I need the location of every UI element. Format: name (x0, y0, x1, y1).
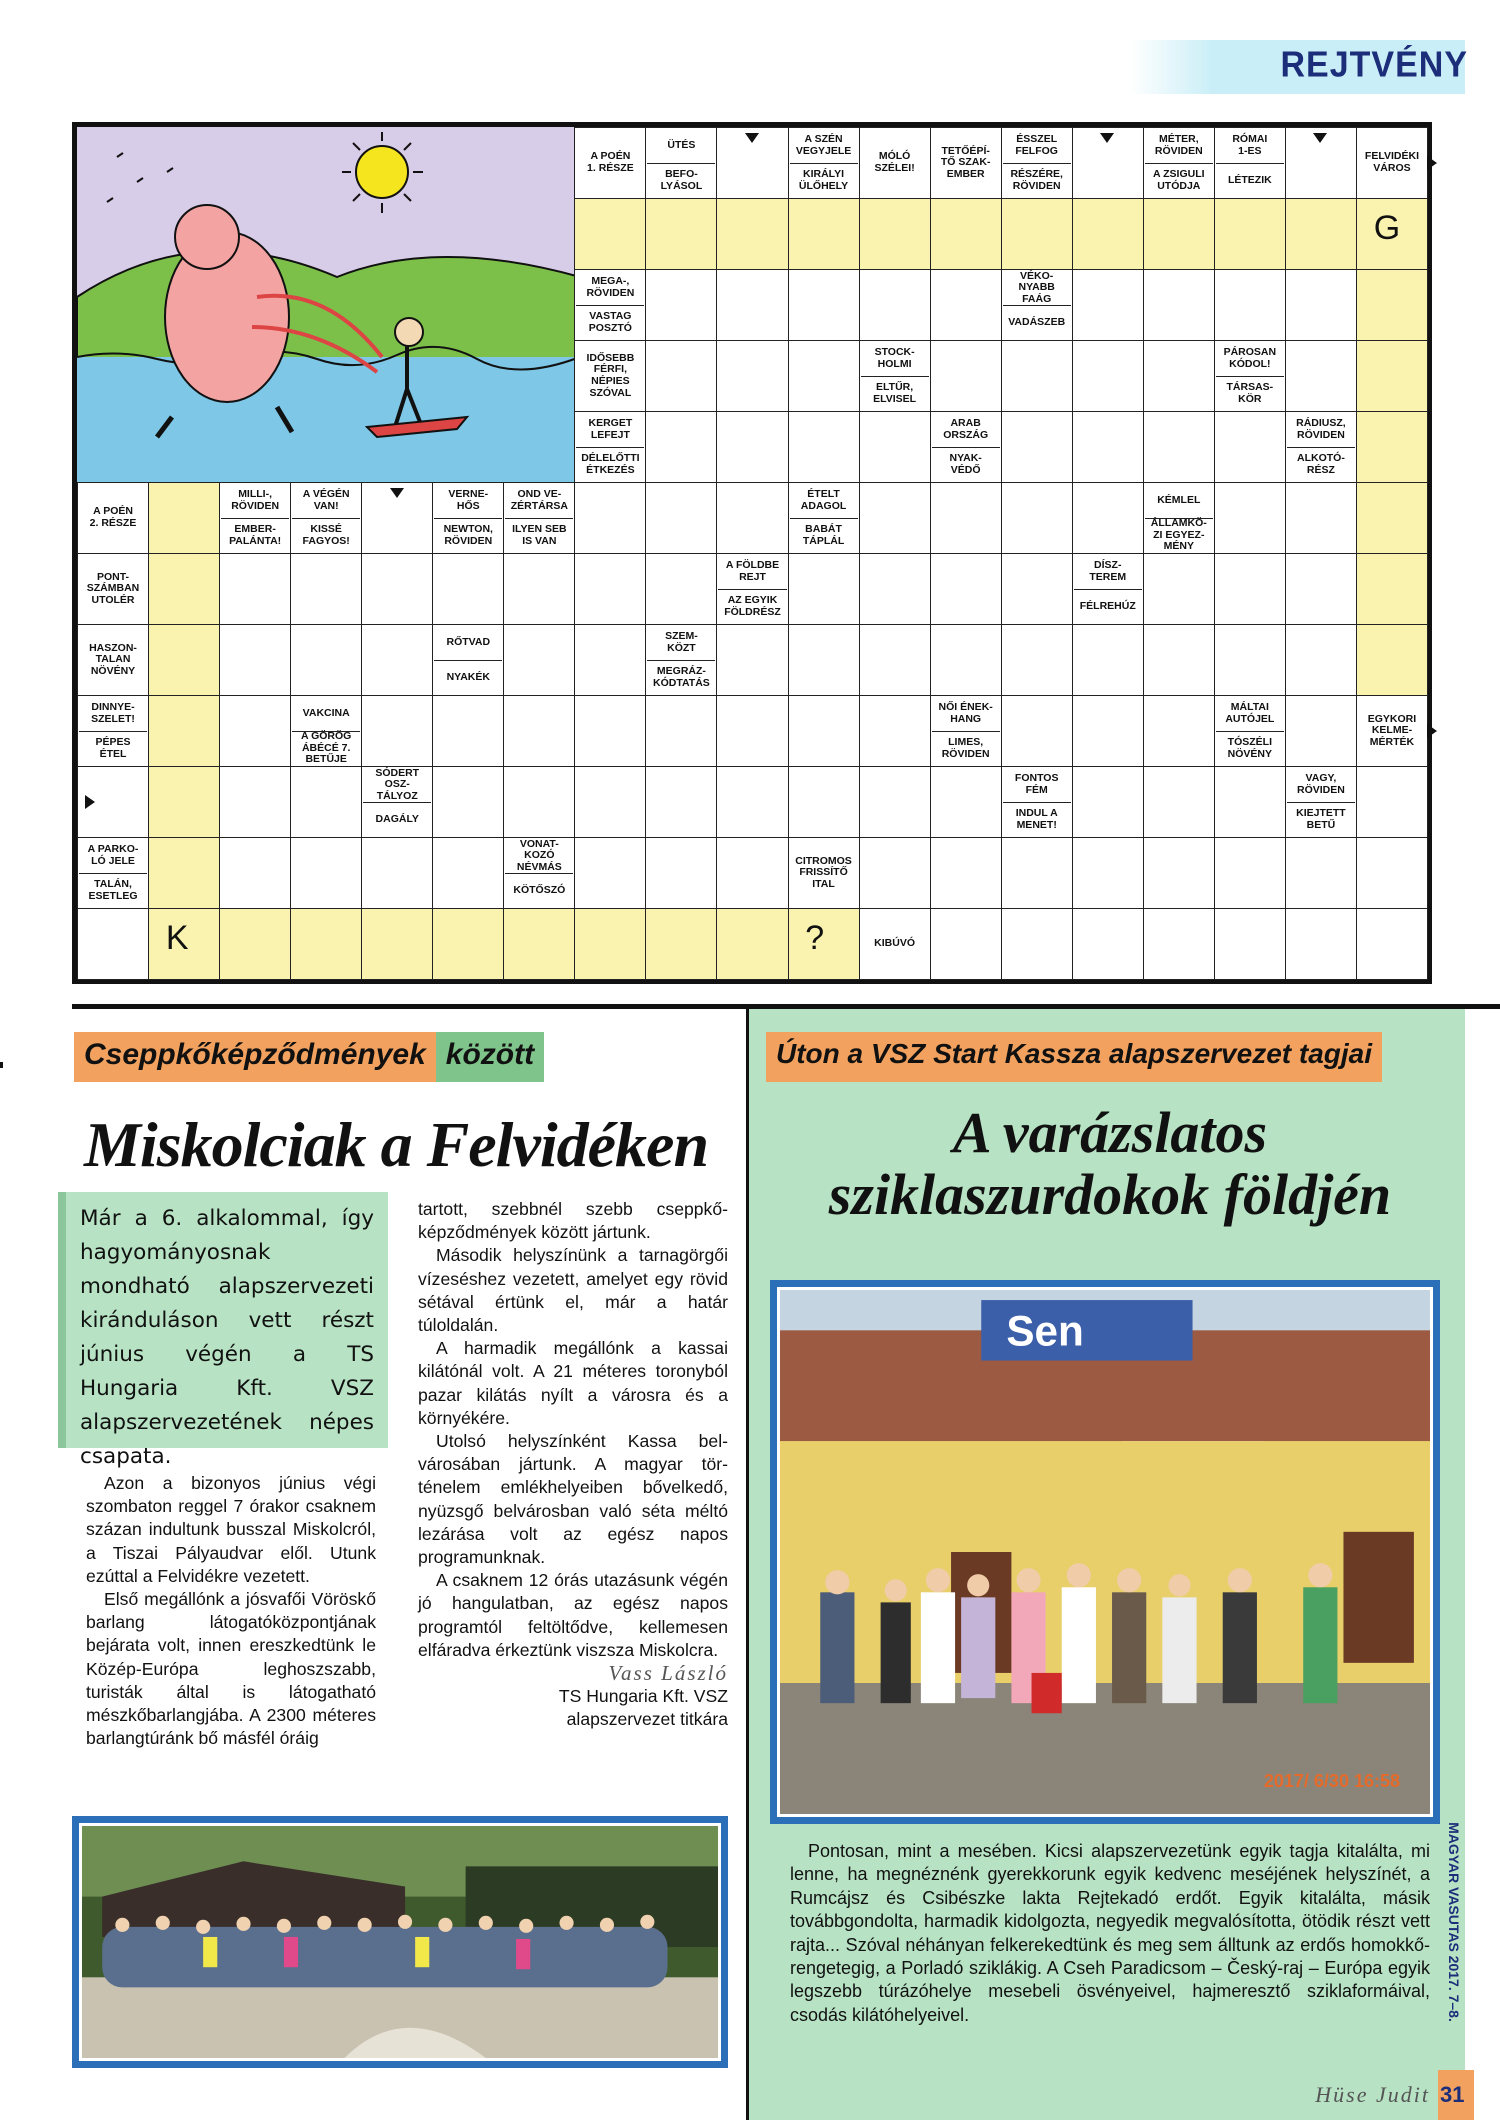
crossword-cell[interactable] (432, 695, 504, 767)
crossword-cell[interactable] (716, 198, 788, 270)
right-article-photo (770, 1280, 1440, 1824)
clue-text: VERNE- HŐS (448, 488, 489, 512)
crossword-clue: CITROMOS FRISSÍTŐ ITAL (788, 837, 860, 909)
crossword-cell[interactable] (361, 553, 433, 625)
clue-text: ARAB ORSZÁG (943, 417, 989, 441)
crossword-clue (574, 411, 646, 483)
magazine-sidebar (1444, 1812, 1464, 2032)
crossword-cell[interactable] (1285, 269, 1357, 341)
crossword-clue (503, 837, 575, 909)
crossword-cell[interactable] (1072, 766, 1144, 838)
crossword-cell[interactable] (645, 269, 717, 341)
crossword-clue: PONT- SZÁMBAN UTOLÉR (77, 553, 149, 625)
crossword-clue (930, 411, 1002, 483)
crossword-cell[interactable] (574, 908, 646, 980)
crossword-clue (77, 695, 149, 767)
crossword-cell[interactable] (1001, 695, 1073, 767)
station-sign-text: Sen (1006, 1307, 1084, 1355)
crossword-cell[interactable] (788, 624, 860, 696)
crossword-cell[interactable] (1285, 198, 1357, 270)
crossword-cell[interactable] (1356, 340, 1428, 412)
crossword-clue (77, 837, 149, 909)
clue-text: KIEJTETT BETŰ (1287, 802, 1355, 836)
crossword-cell[interactable] (1214, 624, 1286, 696)
crossword-clue (574, 269, 646, 341)
left-article-kicker (74, 1032, 544, 1082)
crossword-cell[interactable] (503, 624, 575, 696)
crossword-cell[interactable] (930, 908, 1002, 980)
crossword-cell[interactable] (716, 624, 788, 696)
crossword-clue (503, 482, 575, 554)
crossword-cell[interactable] (716, 269, 788, 341)
clue-text: OND VE- ZÉRTÁRSA (510, 488, 568, 512)
crossword-cell[interactable] (1285, 837, 1357, 909)
clue-text: RŐTVAD (446, 636, 491, 649)
clue-text: DÉLELŐTTI ÉTKEZÉS (576, 447, 644, 481)
headline-line-2: sziklaszurdokok földjén (828, 1162, 1392, 1227)
headline-line-1: A varázslatos (952, 1100, 1268, 1165)
crossword-cell[interactable] (1143, 411, 1215, 483)
author-name: Vass László (608, 1661, 728, 1686)
crossword-cell[interactable] (148, 553, 220, 625)
crossword-cell[interactable] (1214, 269, 1286, 341)
clue-text: EMBER- PALÁNTA! (221, 518, 289, 552)
paragraph: A harmadik megállónk a kassai kilátónál volt. A 21 méteres toronyból pazar kilátás nyílt a városra és a környékére. (418, 1338, 728, 1428)
crossword-clue: A POÉN 2. RÉSZE (77, 482, 149, 554)
crossword-cell[interactable] (1356, 482, 1428, 554)
solution-letter-g: G (1373, 208, 1401, 247)
photo-timestamp: 2017/ 6/30 16:58 (1263, 1771, 1400, 1791)
clue-text: TALÁN, ESETLEG (79, 873, 147, 907)
clue-text: RÁDIUSZ, RÖVIDEN (1296, 417, 1346, 441)
crossword-cell[interactable] (219, 837, 291, 909)
right-article-headline (760, 1102, 1460, 1226)
crossword-cell[interactable] (574, 766, 646, 838)
crossword-cell[interactable] (645, 695, 717, 767)
crossword-cell[interactable] (574, 553, 646, 625)
clue-text: MÁLTAI AUTÓJEL (1225, 701, 1275, 725)
crossword-cell[interactable] (361, 624, 433, 696)
crossword-cell[interactable] (432, 837, 504, 909)
crossword-cell[interactable] (219, 624, 291, 696)
crossword-cell[interactable] (1285, 340, 1357, 412)
crossword-cell[interactable] (503, 695, 575, 767)
clue-text: ILYEN SEB IS VAN (505, 518, 573, 552)
kicker-part-a: Cseppkőképződmények (74, 1032, 436, 1082)
crossword-cell[interactable] (1001, 908, 1073, 980)
crossword-clue (219, 482, 291, 554)
crossword-cell[interactable] (1285, 482, 1357, 554)
left-article-headline: Miskolciak a Felvidéken (84, 1109, 709, 1180)
crossword-cell[interactable] (1285, 695, 1357, 767)
clue-text: A VÉGÉN VAN! (302, 488, 350, 512)
crossword-clue (1001, 766, 1073, 838)
clue-text: PÉPES ÉTEL (79, 731, 147, 765)
crossword-cell[interactable] (432, 908, 504, 980)
crossword-cell[interactable] (716, 482, 788, 554)
crossword-clue (1072, 553, 1144, 625)
crossword-cell[interactable] (361, 695, 433, 767)
crossword-cell[interactable] (432, 766, 504, 838)
right-arrow-icon (85, 795, 95, 809)
clue-text: ÉSSZEL FELFOG (1015, 133, 1058, 157)
crossword-cell[interactable] (77, 908, 149, 980)
crossword-cell[interactable] (788, 553, 860, 625)
crossword-cell[interactable] (1072, 411, 1144, 483)
crossword-cell[interactable] (148, 695, 220, 767)
crossword-cell[interactable] (788, 766, 860, 838)
crossword-cell[interactable] (859, 766, 931, 838)
clue-text: MEGRÁZ- KÓDTATÁS (647, 660, 715, 694)
crossword-cell[interactable] (290, 766, 362, 838)
crossword-cell[interactable] (859, 198, 931, 270)
crossword-cell[interactable] (788, 695, 860, 767)
clue-text: BEFO- LYÁSOL (647, 163, 715, 197)
column-divider (746, 1004, 749, 2120)
crossword-cell[interactable] (1356, 553, 1428, 625)
paragraph: Első megállónk a jósvafői Vöröskő barlang látogatóközpontjának bejárata volt, innen ereszkedtünk le Közép-Európa leghoszszabb, turisták által is látogatható mészkőbarlangjába. A 2300 méteres barlangtúránk bő másfél óráig (86, 1589, 376, 1749)
crossword-cell[interactable] (1356, 269, 1428, 341)
crossword-cell[interactable] (1143, 766, 1215, 838)
crossword-cell[interactable] (361, 837, 433, 909)
crossword-clue (1214, 340, 1286, 412)
left-article-column-1 (86, 1472, 376, 1750)
crossword-clue: A POÉN 1. RÉSZE (574, 127, 646, 199)
crossword-cell[interactable] (148, 624, 220, 696)
paragraph: Azon a bizonyos június végi szombaton reggel 7 órakor csaknem százan indultunk busszal Miskolcról, a Tiszai Pályaudvar elől. Utunk ezúttal a Felvidékre vezetett. (86, 1473, 376, 1586)
crossword-clue (1143, 482, 1215, 554)
crossword-clue (1285, 411, 1357, 483)
sidebar-text: MAGYAR VASUTAS 2017. 7–8. (1446, 1822, 1462, 2022)
crossword-clue (645, 624, 717, 696)
left-article-lead: Már a 6. alkalommal, így hagyományosnak mondható alapszervezeti kiránduláson vett részt június végén a TS Hungaria Kft. VSZ alapszervezetének népes csapata. (58, 1192, 388, 1448)
crossword-clue (788, 127, 860, 199)
crossword-cell[interactable] (1072, 198, 1144, 270)
clue-text: NEWTON, RÖVIDEN (434, 518, 502, 552)
crossword-cell[interactable] (1214, 766, 1286, 838)
clue-arrow-icon (1427, 156, 1437, 170)
crossword-cell[interactable] (930, 624, 1002, 696)
clue-text: VONAT- KOZÓ NÉVMÁS (516, 837, 562, 873)
clue-text: A ZSIGULI UTÓDJA (1145, 163, 1213, 197)
clue-text: DINNYE- SZELET! (91, 701, 135, 725)
clue-text: VAGY, RÖVIDEN (1296, 772, 1345, 796)
crossword-cell[interactable] (1285, 908, 1357, 980)
clue-text: NYAK- VÉDŐ (932, 447, 1000, 481)
crossword-cell[interactable] (1001, 482, 1073, 554)
crossword-cell[interactable] (1001, 553, 1073, 625)
crossword-cell[interactable] (1214, 411, 1286, 483)
crossword-clue (716, 553, 788, 625)
crossword-cell[interactable] (859, 624, 931, 696)
crossword-cell[interactable] (290, 624, 362, 696)
clue-text: NYAKÉK (434, 660, 502, 694)
clue-arrow-icon (1427, 724, 1437, 738)
crossword-cell[interactable] (645, 553, 717, 625)
crossword-clue: IDŐSEBB FÉRFI, NÉPIES SZÓVAL (574, 340, 646, 412)
crossword-cell[interactable] (1143, 624, 1215, 696)
clue-text: A FÖLDBE REJT (725, 559, 780, 583)
left-article-column-2 (418, 1198, 728, 1732)
crossword-cell[interactable] (1072, 908, 1144, 980)
paragraph: A csaknem 12 órás utazásunk végén jó hangulatban, az egész napos programtól feltöltődve, kellemesen elfáradva érkeztünk viszsza Miskolcra. (418, 1570, 728, 1660)
crossword-cell[interactable] (1072, 624, 1144, 696)
crossword-cell[interactable] (930, 269, 1002, 341)
paragraph: Pontosan, mint a mesében. Kicsi alapszervezetünk egyik tagja kitalálta, mi lenne, ha megnéznénk gyerekkorunk egyik kedvenc meséjének helyszínét, a Rumcájsz és Csibészke lakta Rejtekadó erdőt. Egyik kitalálta, másik továbbgondolta, harmadik kidolgozta, negyedik megvalósította, ötödik részt vett rajta... Szóval néhányan felkerekedtünk és meg sem álltunk az erdős homokkő-rengetegig, a Porladó sziklákig. A Cseh Paradicsom – Český-raj – Európa egyik legszebb túrázóhelye mesebeli ösvényeivel, hajmeresztő sziklaformáival, csodás kilátóhelyeivel. (790, 1841, 1430, 2025)
crossword-cell[interactable] (1072, 695, 1144, 767)
crossword-cell[interactable] (1285, 624, 1357, 696)
clue-text: A GÖRÖG ÁBÉCÉ 7. BETŰJE (292, 731, 360, 765)
crossword-cell[interactable] (930, 553, 1002, 625)
crossword-cell[interactable] (574, 482, 646, 554)
clue-text: SZEM- KÖZT (665, 630, 698, 654)
crossword-clue (859, 340, 931, 412)
clue-text: ELTŰR, ELVISEL (861, 376, 929, 410)
cartoon-illustration (77, 127, 580, 483)
clue-text: PÁROSAN KÓDOL! (1223, 346, 1277, 370)
crossword-cell[interactable] (859, 411, 931, 483)
crossword-cell[interactable] (930, 340, 1002, 412)
section-title: REJTVÉNY (1280, 45, 1468, 85)
clue-text: KÖTŐSZÓ (505, 873, 573, 907)
crossword-clue (1001, 127, 1073, 199)
right-article-kicker: Úton a VSZ Start Kassza alapszervezet tagjai (766, 1032, 1382, 1082)
crossword-cell[interactable] (930, 482, 1002, 554)
crossword-clue (1143, 127, 1215, 199)
clue-text: SÓDERT OSZ- TÁLYOZ (375, 766, 420, 802)
crossword-cell[interactable] (859, 482, 931, 554)
clue-text: DAGÁLY (363, 802, 431, 836)
clue-text: AZ EGYIK FÖLDRÉSZ (718, 589, 786, 623)
crossword-cell[interactable] (645, 411, 717, 483)
crossword-cell[interactable] (219, 766, 291, 838)
crossword-cell[interactable] (574, 837, 646, 909)
crossword-cell[interactable] (788, 340, 860, 412)
clue-text: ÁLLAMKÖ- ZI EGYEZ- MÉNY (1145, 518, 1213, 552)
down-arrow-icon (390, 488, 404, 498)
crossword-clue (290, 695, 362, 767)
crossword-cell[interactable] (1001, 624, 1073, 696)
crossword-cell[interactable] (859, 837, 931, 909)
crossword-cell[interactable] (930, 198, 1002, 270)
crossword-cell[interactable] (859, 695, 931, 767)
crossword-cell[interactable] (574, 695, 646, 767)
clue-text: KIRÁLYI ÜLŐHELY (790, 163, 858, 197)
crossword-clue (1214, 695, 1286, 767)
clue-text: FÉLREHÚZ (1074, 589, 1142, 623)
crossword-cell[interactable] (1143, 908, 1215, 980)
crossword-cell[interactable] (290, 553, 362, 625)
crossword-clue: EGYKORI KELME- MÉRTÉK (1356, 695, 1428, 767)
crossword-cell[interactable] (859, 553, 931, 625)
crossword-cell[interactable] (1143, 269, 1215, 341)
crossword-cell[interactable] (1143, 198, 1215, 270)
crossword-clue (1001, 269, 1073, 341)
crossword-cell[interactable] (645, 340, 717, 412)
crossword-cell[interactable] (930, 837, 1002, 909)
crossword-cell[interactable] (1214, 198, 1286, 270)
crossword-cell[interactable] (859, 269, 931, 341)
solution-letter-k: K (165, 918, 189, 957)
crossword-cell[interactable] (645, 908, 717, 980)
crossword-cell[interactable] (1143, 695, 1215, 767)
crossword-cell[interactable] (1356, 411, 1428, 483)
clue-text: NŐI ÉNEK- HANG (938, 701, 993, 725)
crossword-cell[interactable] (1356, 837, 1428, 909)
crossword-cell[interactable] (1072, 482, 1144, 554)
crossword-cell[interactable] (716, 766, 788, 838)
margin-mark (0, 1062, 3, 1068)
crossword-cell[interactable] (503, 553, 575, 625)
down-arrow-icon (1313, 133, 1327, 143)
clue-text: VADÁSZEB (1003, 305, 1071, 339)
clue-text: VÉKO- NYABB FAÁG (1018, 269, 1055, 305)
crossword-cell[interactable] (1072, 837, 1144, 909)
clue-text: FONTOS FÉM (1014, 772, 1059, 796)
clue-text: KISSÉ FAGYOS! (292, 518, 360, 552)
crossword-cell[interactable] (716, 695, 788, 767)
clue-text: A SZÉN VEGYJELE (795, 133, 852, 157)
crossword-cell[interactable] (1072, 340, 1144, 412)
clue-text: VASTAG POSZTÓ (576, 305, 644, 339)
crossword-cell[interactable] (1143, 837, 1215, 909)
crossword-cell[interactable] (716, 411, 788, 483)
crossword-cell[interactable] (1285, 553, 1357, 625)
clue-text: ÉTELT ADAGOL (800, 488, 847, 512)
clue-text: BABÁT TÁPLÁL (790, 518, 858, 552)
crossword-clue (290, 482, 362, 554)
crossword-clue: FELVIDÉKI VÁROS (1356, 127, 1428, 199)
author-org-line-2: alapszervezet titkára (566, 1709, 728, 1730)
crossword-clue (1285, 766, 1357, 838)
crossword-cell[interactable] (1214, 837, 1286, 909)
crossword-cell[interactable] (1001, 340, 1073, 412)
clue-text: DÍSZ- TEREM (1089, 559, 1127, 583)
left-article-photo (72, 1816, 728, 2068)
clue-text: VAKCINA (302, 707, 350, 720)
clue-text: TÓSZÉLI NÖVÉNY (1216, 731, 1284, 765)
crossword-cell[interactable] (1001, 411, 1073, 483)
crossword-cell[interactable] (219, 908, 291, 980)
crossword-cell[interactable] (219, 553, 291, 625)
right-article-author: Hüse Judit (1315, 2082, 1430, 2107)
crossword-cell[interactable] (1072, 269, 1144, 341)
clue-text: A PARKO- LÓ JELE (87, 843, 139, 867)
crossword-cell[interactable] (503, 908, 575, 980)
crossword-cell[interactable] (361, 908, 433, 980)
crossword-cell[interactable] (788, 411, 860, 483)
crossword-clue (930, 695, 1002, 767)
kicker-part-b: között (436, 1032, 544, 1082)
solution-question-mark: ? (805, 918, 825, 957)
crossword-cell[interactable] (148, 766, 220, 838)
crossword-clue (1214, 127, 1286, 199)
crossword-cell[interactable] (290, 908, 362, 980)
crossword-cell[interactable] (432, 553, 504, 625)
crossword-cell[interactable] (148, 837, 220, 909)
crossword-cell[interactable] (1356, 908, 1428, 980)
crossword-cell[interactable] (290, 837, 362, 909)
down-arrow-icon (745, 133, 759, 143)
clue-text: RÉSZÉRE, RÖVIDEN (1003, 163, 1071, 197)
crossword-cell[interactable] (219, 695, 291, 767)
clue-text: RÓMAI 1-ES (1232, 133, 1268, 157)
crossword-cell[interactable] (1001, 198, 1073, 270)
right-article-body (790, 1840, 1430, 2027)
clue-text: MÉTER, RÖVIDEN (1154, 133, 1203, 157)
down-arrow-icon (1100, 133, 1114, 143)
crossword-clue: HASZON- TALAN NÖVÉNY (77, 624, 149, 696)
crossword-clue: KIBÚVÓ (859, 908, 931, 980)
crossword-cell[interactable] (645, 766, 717, 838)
crossword-cell[interactable] (716, 908, 788, 980)
crossword-cell[interactable] (1214, 553, 1286, 625)
page-number: 31 (1440, 2082, 1465, 2107)
crossword-grid (72, 122, 1432, 984)
crossword-clue: TETŐÉPÍ- TŐ SZAK- EMBER (930, 127, 1002, 199)
crossword-clue (432, 624, 504, 696)
crossword-cell[interactable] (1356, 624, 1428, 696)
clue-text: ÜTÉS (667, 139, 696, 152)
crossword-cell[interactable] (788, 198, 860, 270)
crossword-cell[interactable] (1001, 837, 1073, 909)
crossword-cell[interactable] (574, 624, 646, 696)
clue-text: KÉMLEL (1157, 494, 1201, 507)
clue-text: INDUL A MENET! (1003, 802, 1071, 836)
crossword-cell[interactable] (1214, 482, 1286, 554)
crossword-cell[interactable] (574, 198, 646, 270)
clue-text: LIMES, RÖVIDEN (932, 731, 1000, 765)
clue-text: MEGA-, RÖVIDEN (586, 275, 635, 299)
crossword-cell[interactable] (716, 837, 788, 909)
crossword-cell[interactable] (503, 766, 575, 838)
crossword-cell[interactable] (1214, 908, 1286, 980)
clue-text: ALKOTÓ- RÉSZ (1287, 447, 1355, 481)
paragraph: tartott, szebbnél szebb cseppkőképződmények között jártunk. (418, 1199, 728, 1243)
crossword-clue (645, 127, 717, 199)
crossword-clue (788, 482, 860, 554)
crossword-clue: MÓLÓ SZÉLEI! (859, 127, 931, 199)
paragraph: Utolsó helyszínként Kassa belvárosában jártunk. A magyar történelem emlékhelyeiben bővelkedő, nyüzsgő belvárosban való séta méltó lezárása volt az egész napos programunknak. (418, 1431, 728, 1568)
author-org-line-1: TS Hungaria Kft. VSZ (558, 1686, 728, 1707)
paragraph: Második helyszínünk a tarnagörgői vízeséshez vezetett, amelyet egy rövid sétával értünk el, már a határ túloldalán. (418, 1245, 728, 1336)
crossword-clue (361, 766, 433, 838)
crossword-cell[interactable] (930, 766, 1002, 838)
crossword-cell[interactable] (645, 482, 717, 554)
crossword-cell[interactable] (1143, 553, 1215, 625)
crossword-cell[interactable] (1143, 340, 1215, 412)
clue-text: MILLI-, RÖVIDEN (231, 488, 280, 512)
clue-text: STOCK- HOLMI (874, 346, 915, 370)
crossword-cell[interactable] (148, 482, 220, 554)
crossword-cell[interactable] (645, 198, 717, 270)
clue-text: LÉTEZIK (1216, 163, 1284, 197)
crossword-cell[interactable] (716, 340, 788, 412)
crossword-cell[interactable] (788, 269, 860, 341)
crossword-cell[interactable] (1356, 766, 1428, 838)
clue-text: TÁRSAS- KÖR (1216, 376, 1284, 410)
crossword-cell[interactable] (645, 837, 717, 909)
crossword-clue (432, 482, 504, 554)
clue-text: KERGET LEFEJT (588, 417, 633, 441)
